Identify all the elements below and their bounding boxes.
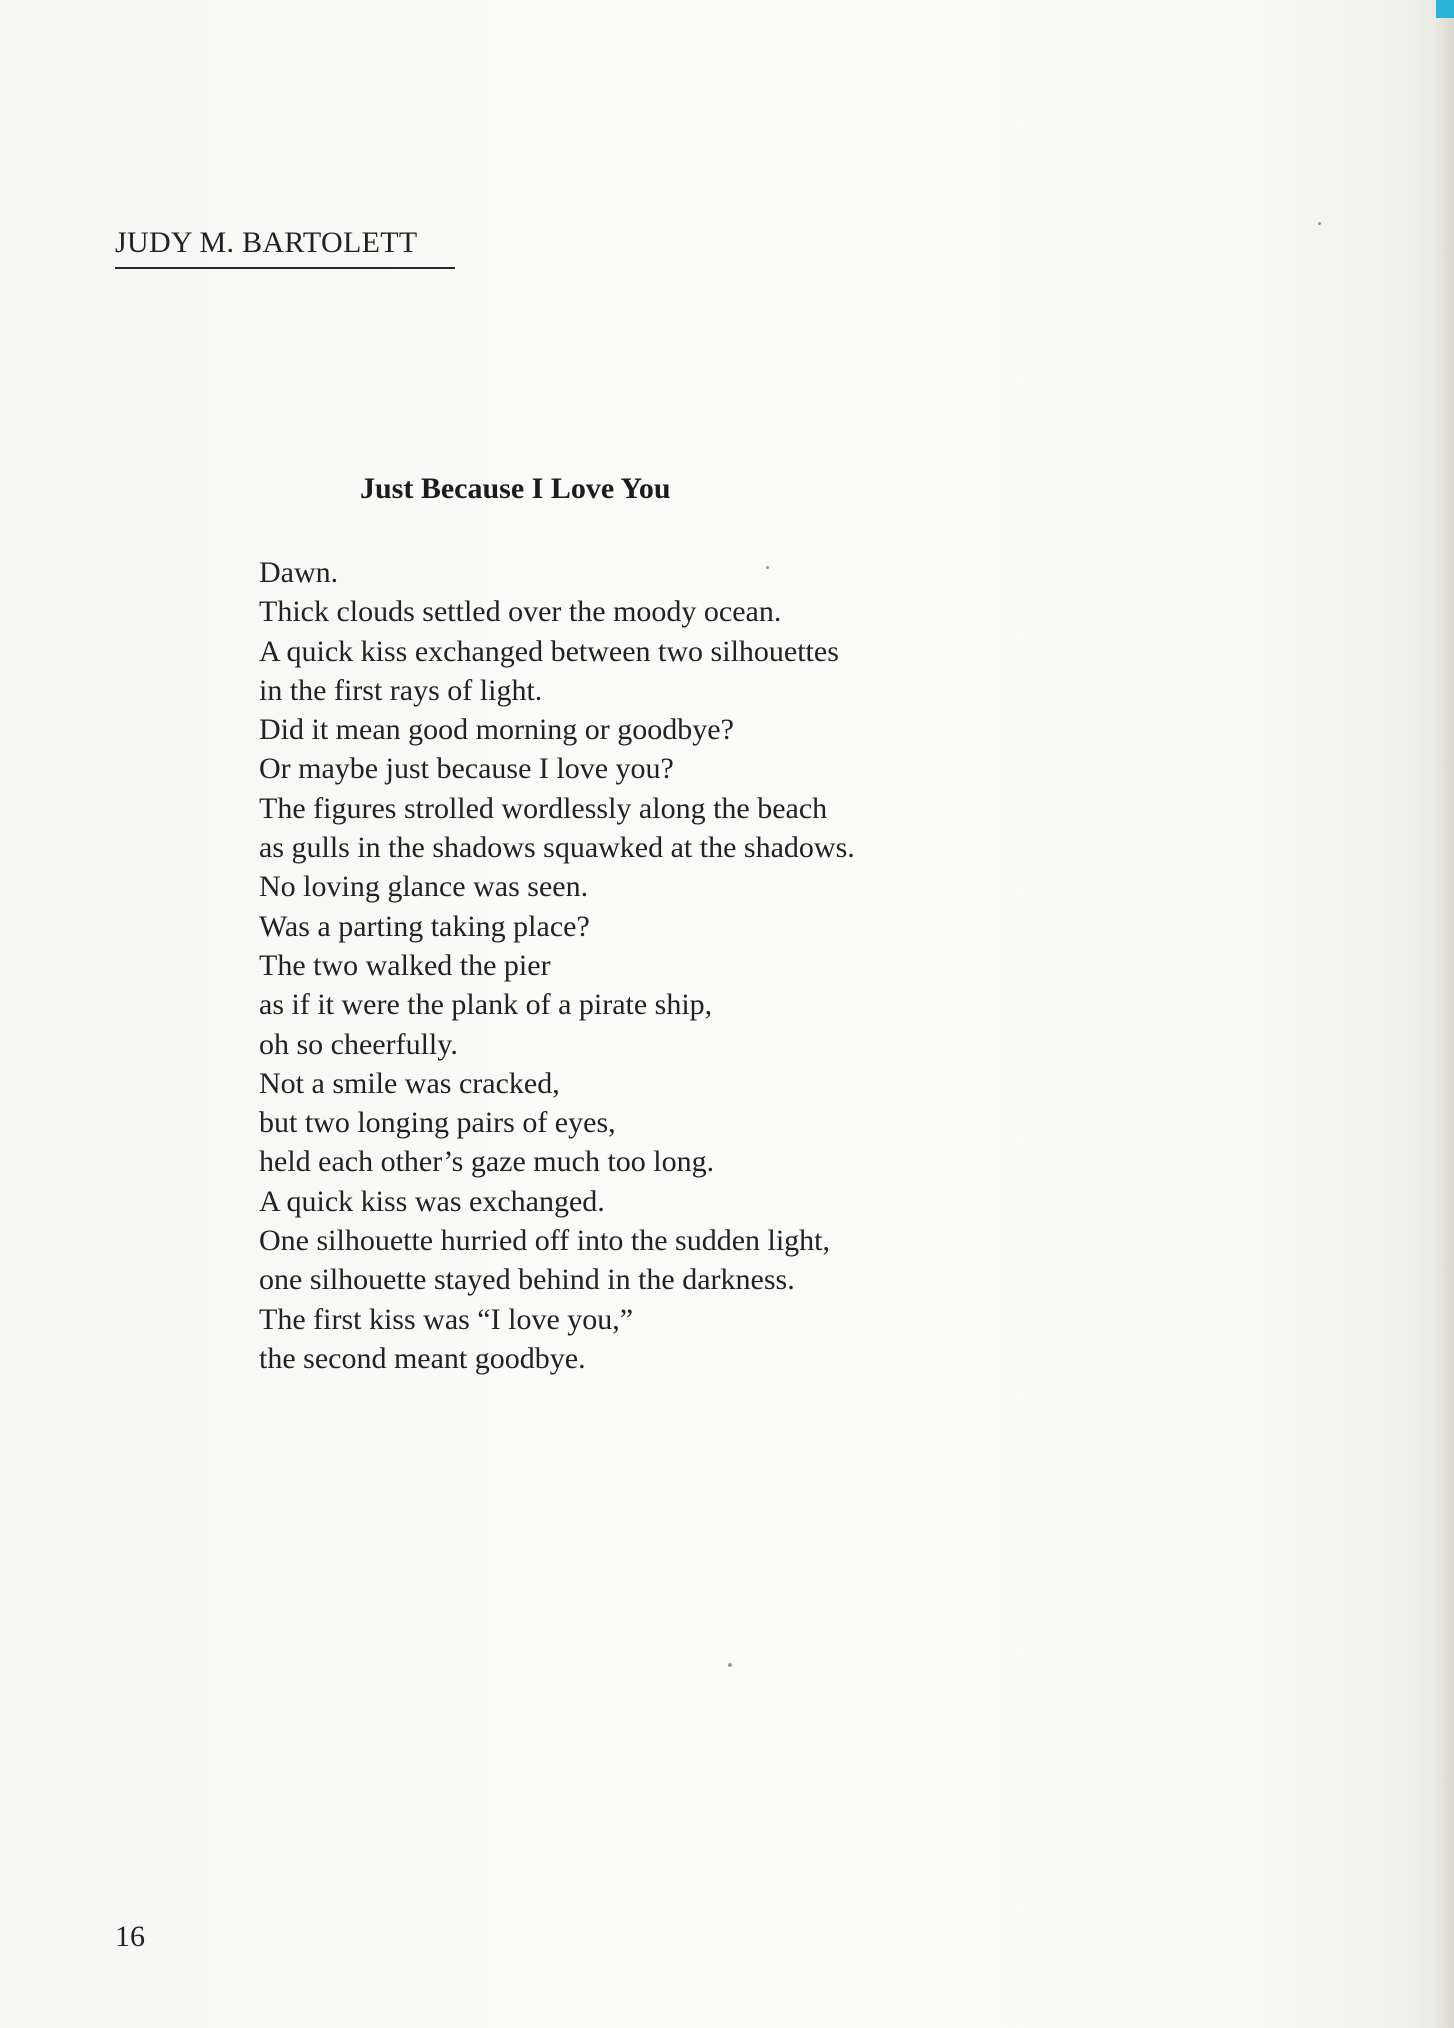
paper-speck (1318, 222, 1321, 225)
poem-line: the second meant goodbye. (259, 1341, 586, 1375)
poem-line: Or maybe just because I love you? (259, 752, 674, 786)
poem-line: Was a parting taking place? (259, 909, 590, 943)
poem-line: as if it were the plank of a pirate ship, (259, 988, 713, 1022)
paper-speck (728, 1663, 732, 1667)
poem-line: A quick kiss was exchanged. (259, 1184, 605, 1218)
poem-line: Not a smile was cracked, (259, 1066, 560, 1100)
author-name: JUDY M. BARTOLETT (115, 226, 418, 259)
page-number: 16 (115, 1920, 145, 1953)
poem-line: Dawn. (259, 556, 339, 589)
poem-line: A quick kiss exchanged between two silhouettes (259, 634, 839, 668)
page-edge (1432, 0, 1454, 2028)
poem-line: as gulls in the shadows squawked at the shadows. (259, 831, 855, 865)
poem-line: one silhouette stayed behind in the darkness. (259, 1263, 795, 1297)
blue-tab-marker (1436, 0, 1454, 18)
poem-line: No loving glance was seen. (259, 870, 589, 904)
poem-line: held each other’s gaze much too long. (259, 1145, 715, 1179)
author-underline (115, 267, 455, 269)
poem-title: Just Because I Love You (360, 472, 671, 505)
poem-line: The first kiss was “I love you,” (259, 1302, 634, 1336)
paper-speck (766, 566, 769, 569)
poem-line: Did it mean good morning or goodbye? (259, 713, 734, 747)
poem-line: in the first rays of light. (259, 673, 543, 707)
poem-line: One silhouette hurried off into the sudden light, (259, 1224, 831, 1258)
poem-body (259, 553, 855, 1378)
poem-line: but two longing pairs of eyes, (259, 1106, 616, 1140)
poem-line: oh so cheerfully. (259, 1027, 458, 1061)
poem-line: The two walked the pier (259, 948, 551, 982)
poem-line: The figures strolled wordlessly along the beach (259, 791, 828, 825)
poem-line: Thick clouds settled over the moody ocean. (259, 595, 782, 629)
